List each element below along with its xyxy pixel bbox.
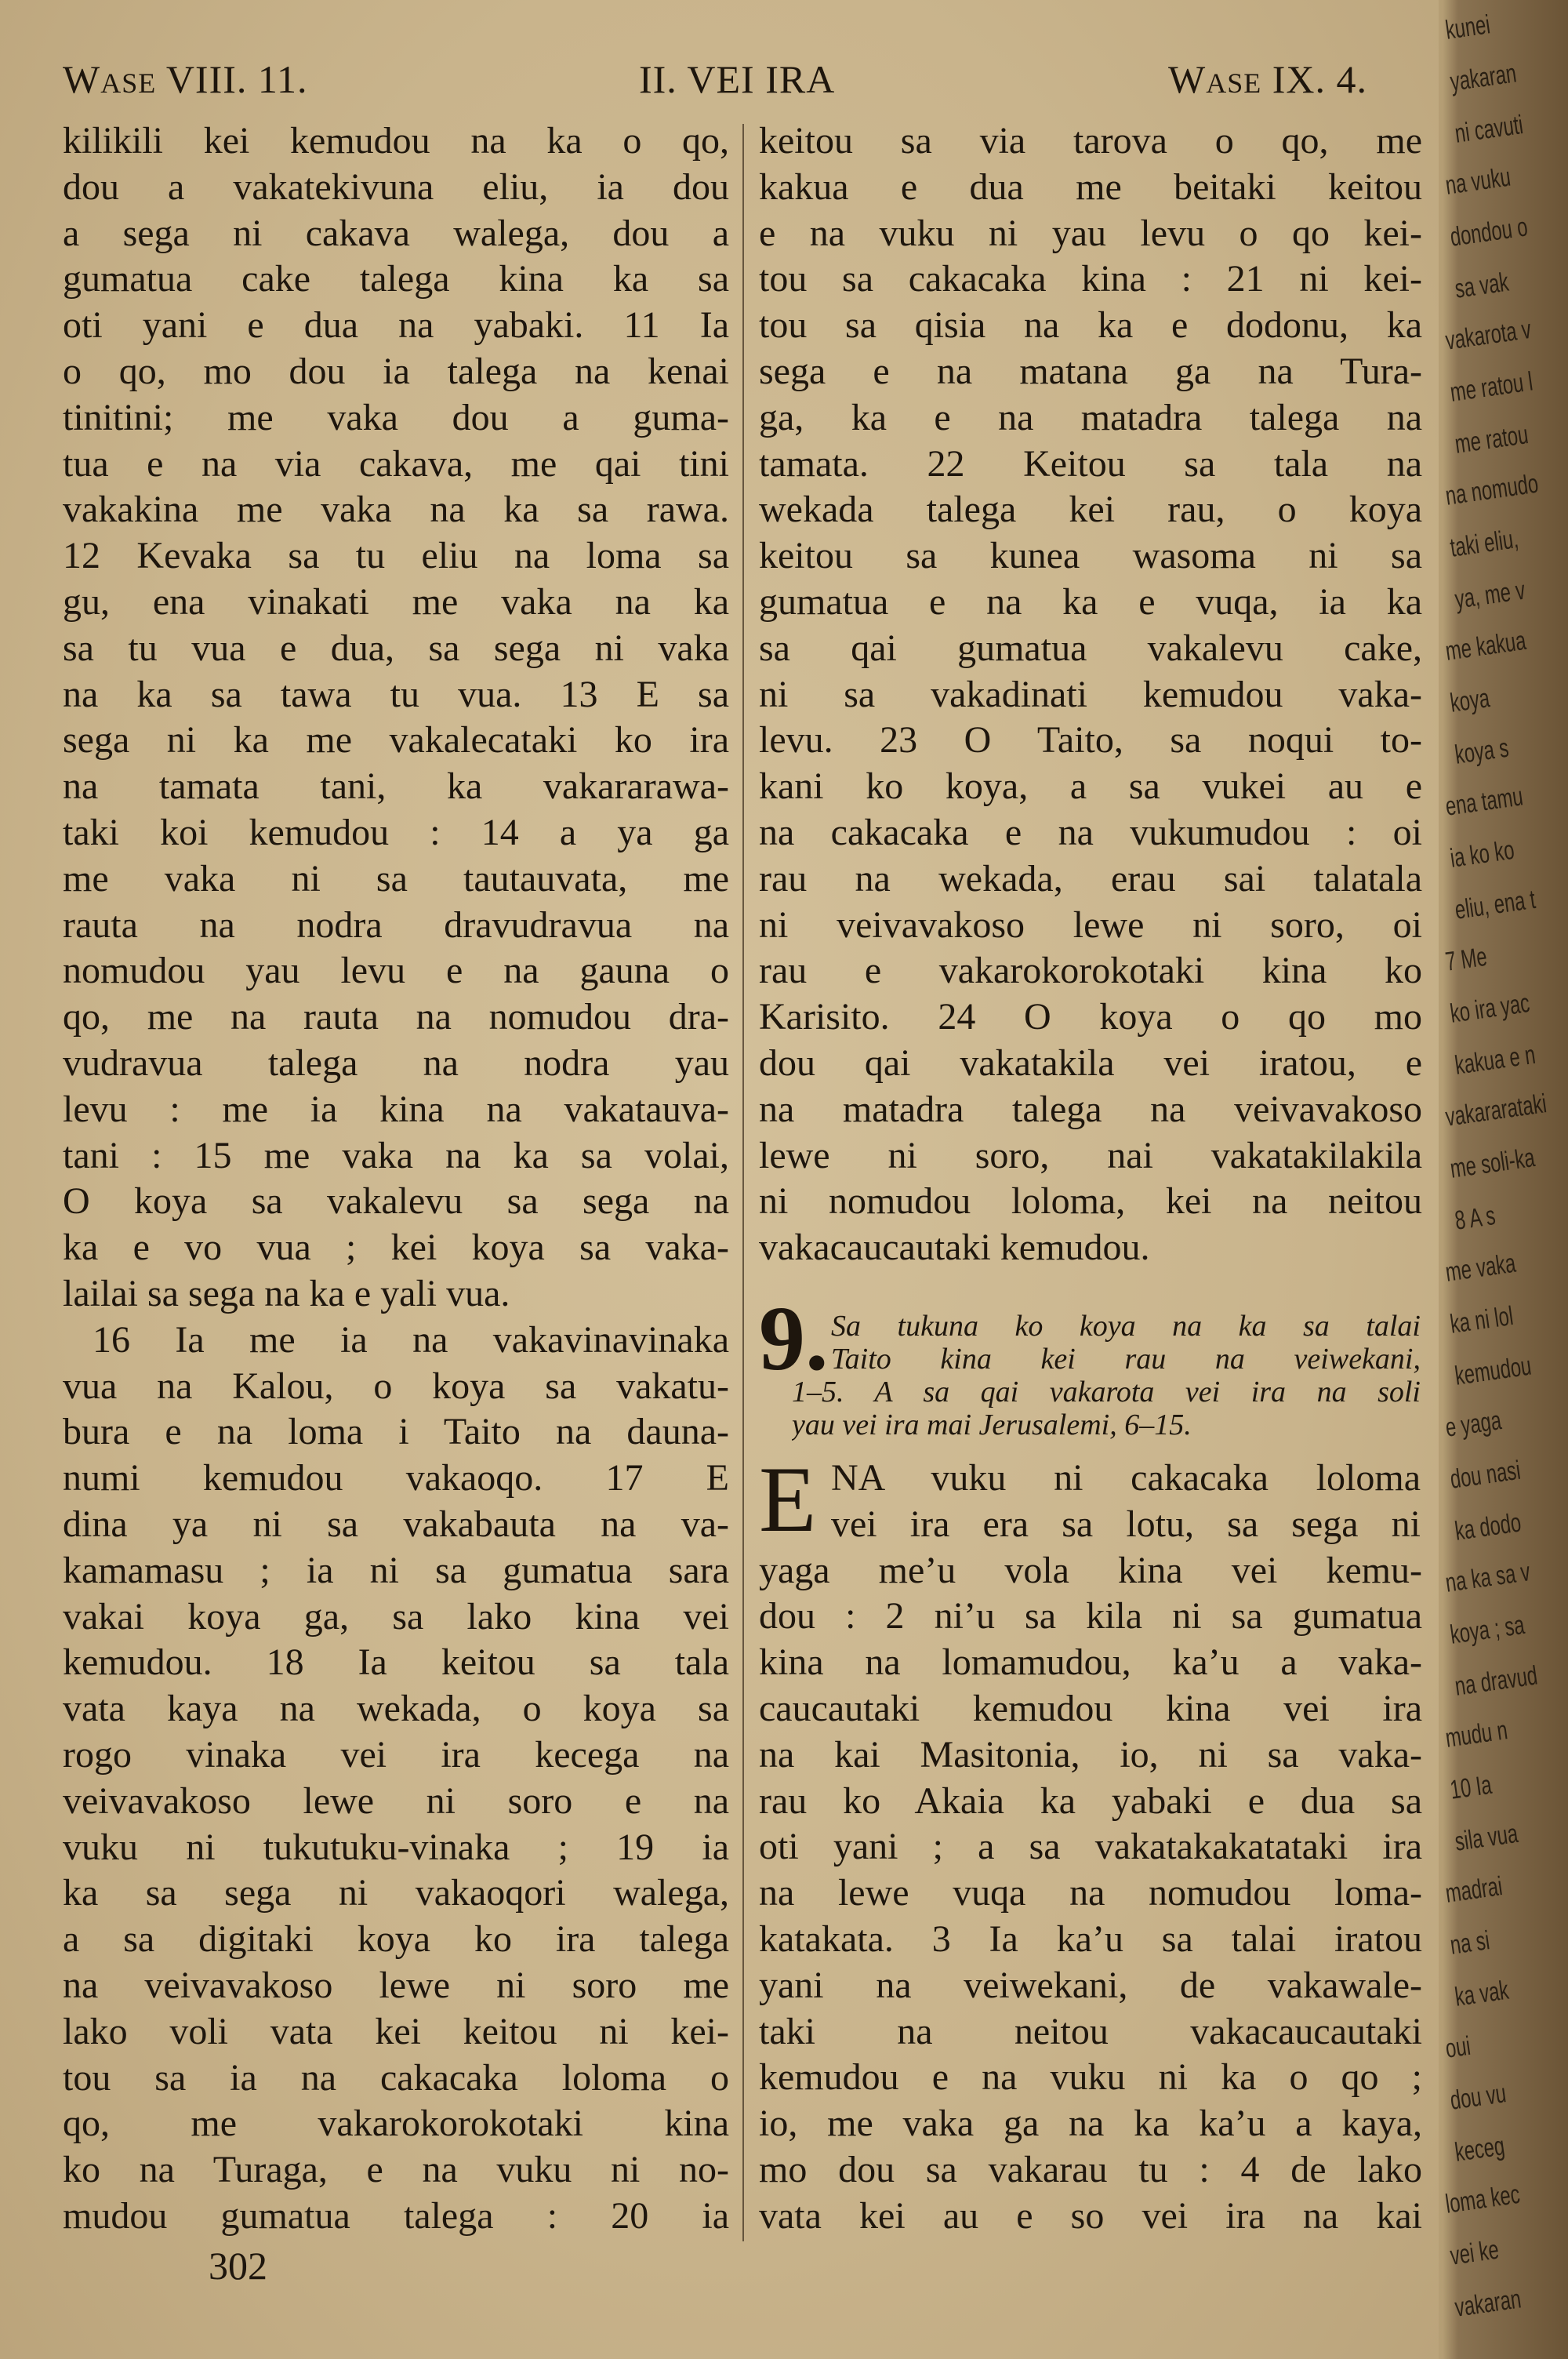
next-page-fragment: me soli-ka (1448, 1143, 1537, 1184)
next-page-fragment: e yaga (1443, 1405, 1504, 1443)
text-line: ka e vo vua ; kei koya sa vaka- (63, 1227, 729, 1269)
text-line: a sega ni cakava walega, dou a (63, 212, 729, 254)
text-line: keitou sa via tarova o qo, me (759, 120, 1422, 162)
text-line: lako voli vata kei keitou ni kei- (63, 2010, 729, 2052)
text-line: tani : 15 me vaka na ka sa volai, (63, 1134, 729, 1176)
text-line: dina ya ni sa vakabauta na va- (63, 1503, 729, 1545)
text-line: tou sa ia na cakacaka loloma o (63, 2056, 729, 2099)
text-line: caucautaki kemudou kina vei ira (759, 1688, 1422, 1729)
next-page-fragment: 7 Me (1443, 941, 1489, 977)
text-line: vakacaucautaki kemudou. (759, 1227, 1150, 1269)
drop-cap: E (759, 1447, 817, 1551)
text-line: NA vuku ni cakacaka loloma (831, 1457, 1421, 1499)
next-page-fragment: vakarota v (1443, 314, 1534, 356)
text-line: tamata. 22 Keitou sa tala na (759, 442, 1422, 485)
text-line: numi kemudou vakaoqo. 17 E (63, 1457, 729, 1499)
text-line: ni veivavakoso lewe ni soro, oi (759, 903, 1422, 946)
next-page-fragment: dondou o (1448, 212, 1530, 253)
text-line: bura e na loma i Taito na dauna- (63, 1411, 729, 1453)
text-line: sega ni ka me vakalecataki ko ira (63, 719, 729, 761)
next-page-fragment: me vaka (1443, 1248, 1518, 1288)
next-page-edge (1443, 0, 1568, 2359)
text-line: gu, ena vinakati me vaka na ka (63, 581, 729, 623)
text-line: oti yani e dua na yabaki. 11 Ia (63, 304, 729, 347)
text-line: vata kaya na wekada, o koya sa (63, 1688, 729, 1730)
text-line: O koya sa vakalevu sa sega na (63, 1180, 729, 1223)
text-line: levu : me ia kina na vakatauva- (63, 1088, 729, 1130)
text-line: yaga me’u vola kina vei kemu- (759, 1549, 1422, 1591)
text-line: na matadra talega na veivavakoso (759, 1088, 1422, 1130)
text-line: lailai sa sega na ka e yali vua. (63, 1273, 510, 1314)
next-page-fragment: 8 A s (1453, 1201, 1497, 1236)
text-line: gumatua cake talega kina ka sa (63, 258, 729, 300)
text-line: ga, ka e na matadra talega na (759, 396, 1422, 438)
next-page-fragment: sila vua (1453, 1818, 1520, 1857)
next-page-fragment: me ratou (1453, 420, 1530, 460)
next-page-fragment: na si (1448, 1925, 1492, 1961)
text-line: mudou gumatua talega : 20 ia (63, 2195, 729, 2237)
text-line: na lewe vuqa na nomudou loma- (759, 1872, 1422, 1914)
text-line: a sa digitaki koya ko ira talega (63, 1918, 729, 1961)
text-line: vakai koya ga, sa lako kina vei (63, 1595, 729, 1637)
running-head-left: WASE VIII. 11. (63, 57, 308, 101)
text-line: rau ko Akaia ka yabaki e dua sa (759, 1779, 1422, 1822)
text-line: ni sa vakadinati kemudou vaka- (759, 673, 1422, 715)
text-line: o qo, mo dou ia talega na kenai (63, 351, 729, 392)
text-line: vudravua talega na nodra yau (63, 1042, 729, 1084)
chapter-summary-line: Sa tukuna ko koya na ka sa talai (831, 1310, 1421, 1343)
next-page-fragment: kunei (1443, 9, 1492, 45)
chapter-number: 9. (759, 1287, 829, 1390)
text-line: e na vuku ni yau levu o qo kei- (759, 212, 1422, 254)
running-head-right: WASE IX. 4. (1168, 57, 1367, 101)
next-page-fragment: vei ke (1448, 2234, 1501, 2271)
next-page-fragment: kakua e n (1453, 1039, 1537, 1081)
chapter-summary-line: Taito kina kei rau na veiwekani, (831, 1343, 1421, 1376)
text-line: vua na Kalou, o koya sa vakatu- (63, 1365, 729, 1407)
text-line: me vaka ni sa tautauvata, me (63, 857, 729, 900)
next-page-fragment: mudu n (1443, 1715, 1510, 1754)
next-page-fragment: taki eliu, (1448, 524, 1521, 563)
text-line: levu. 23 O Taito, sa noqui to- (759, 719, 1422, 761)
next-page-fragment: ka dodo (1453, 1507, 1523, 1547)
text-line: vuku ni tukutuku-vinaka ; 19 ia (63, 1826, 729, 1868)
chapter-summary-line: 1–5. A sa qai vakarota vei ira na soli (792, 1376, 1421, 1408)
next-page-fragment: me ratou l (1448, 366, 1535, 408)
next-page-fragment: dou nasi (1448, 1455, 1523, 1495)
text-line: vei ira era sa lotu, sa sega ni (831, 1503, 1421, 1545)
text-line: na veivavakoso lewe ni soro me (63, 1965, 729, 2006)
text-line: yani na veiwekani, de vakawale- (759, 1964, 1422, 2006)
text-line: na cakacaka e na vukumudou : oi (759, 812, 1422, 853)
next-page-fragment: koya ; sa (1448, 1609, 1526, 1650)
text-line: mo dou sa vakarau tu : 4 de lako (759, 2149, 1422, 2190)
next-page-fragment: madrai (1443, 1871, 1504, 1909)
text-line: tou sa cakacaka kina : 21 ni kei- (759, 258, 1422, 300)
text-line: 12 Kevaka sa tu eliu na loma sa (63, 535, 729, 577)
text-line: keitou sa kunea wasoma ni sa (759, 535, 1422, 577)
text-line: taki na neitou vakacaucautaki (759, 2010, 1422, 2052)
text-line: dou : 2 ni’u sa kila ni sa gumatua (759, 1595, 1422, 1637)
text-line: katakata. 3 Ia ka’u sa talai iratou (759, 1918, 1422, 1960)
text-line: qo, me na rauta na nomudou dra- (63, 996, 729, 1038)
text-line: tua e na via cakava, me qai tini (63, 442, 729, 485)
text-line: na ka sa tawa tu vua. 13 E sa (63, 673, 729, 715)
next-page-fragment: koya (1448, 683, 1492, 718)
next-page-fragment: ya, me v (1453, 575, 1527, 615)
next-page-fragment: ni cavuti (1453, 110, 1526, 149)
text-line: dou qai vakatakila vei iratou, e (759, 1042, 1422, 1084)
text-line: ka sa sega ni vakaoqori walega, (63, 1872, 729, 1914)
text-line: io, me vaka ga na ka ka’u a kaya, (759, 2103, 1422, 2145)
text-line: tinitini; me vaka dou a guma- (63, 396, 729, 438)
next-page-fragment: na dravud (1453, 1660, 1540, 1702)
text-line: vakakina me vaka na ka sa rawa. (63, 489, 729, 531)
next-page-fragment: loma kec (1443, 2179, 1522, 2219)
next-page-fragment: koya s (1453, 732, 1511, 770)
text-line: kemudou. 18 Ia keitou sa tala (63, 1641, 729, 1684)
next-page-fragment: keceg (1453, 2131, 1507, 2168)
text-line: 16 Ia me ia na vakavinavinaka (93, 1318, 729, 1361)
next-page-fragment: sa vak (1453, 267, 1511, 304)
text-line: ko na Turaga, e na vuku ni no- (63, 2149, 729, 2191)
text-line: rogo vinaka vei ira kecega na (63, 1734, 729, 1776)
text-line: Karisito. 24 O koya o qo mo (759, 996, 1422, 1038)
text-line: kamamasu ; ia ni sa gumatua sara (63, 1549, 729, 1591)
next-page-fragment: vakararataki (1443, 1089, 1548, 1132)
text-line: kemudou e na vuku ni ka o qo ; (759, 2056, 1422, 2099)
running-head-title: II. VEI IRA (639, 57, 836, 101)
column-divider (742, 124, 744, 2241)
text-line: kilikili kei kemudou na ka o qo, (63, 120, 729, 162)
next-page-fragment: ka ni lol (1448, 1300, 1515, 1339)
text-line: ni nomudou loloma, kei na neitou (759, 1180, 1422, 1223)
next-page-fragment: 10 Ia (1448, 1769, 1494, 1805)
next-page-fragment: na nomudo (1443, 468, 1541, 511)
next-page-fragment: vakaran (1453, 2284, 1523, 2323)
text-line: na tamata tani, ka vakararawa- (63, 765, 729, 808)
text-line: kani ko koya, a sa vukei au e (759, 765, 1422, 808)
next-page-fragment: kemudou (1453, 1350, 1534, 1391)
text-line: na kai Masitonia, io, ni sa vaka- (759, 1733, 1422, 1776)
text-line: rauta na nodra dravudravua na (63, 903, 729, 946)
text-line: rau e vakarokorokotaki kina ko (759, 950, 1422, 992)
chapter-summary-line: yau vei ira mai Jerusalemi, 6–15. (792, 1408, 1192, 1441)
next-page-fragment: ko ira yac (1448, 988, 1532, 1029)
text-line: gumatua e na ka e vuqa, ia ka (759, 581, 1422, 623)
text-line: sa tu vua e dua, sa sega ni vaka (63, 627, 729, 669)
text-line: qo, me vakarokorokotaki kina (63, 2103, 729, 2145)
text-line: sa qai gumatua vakalevu cake, (759, 627, 1422, 669)
page-number: 302 (209, 2244, 267, 2288)
text-line: tou sa qisia na ka e dodonu, ka (759, 304, 1422, 347)
text-line: kakua e dua me beitaki keitou (759, 165, 1422, 208)
text-line: kina na lomamudou, ka’u a vaka- (759, 1641, 1422, 1684)
next-page-fragment: yakaran (1448, 58, 1519, 97)
next-page-fragment: me kakua (1443, 625, 1528, 667)
next-page-fragment: ena tamu (1443, 781, 1525, 822)
text-line: oti yani ; a sa vakatakakatataki ira (759, 1826, 1422, 1868)
text-line: nomudou yau levu e na gauna o (63, 950, 729, 992)
text-line: taki koi kemudou : 14 a ya ga (63, 812, 729, 853)
text-line: veivavakoso lewe ni soro e na (63, 1779, 729, 1822)
text-line: sega e na matana ga na Tura- (759, 351, 1422, 392)
next-page-fragment: ka vak (1453, 1975, 1511, 2012)
next-page-fragment: oui (1443, 2030, 1473, 2064)
next-page-fragment: na vuku (1443, 162, 1513, 201)
text-line: dou a vakatekivuna eliu, ia dou (63, 165, 729, 208)
next-page-fragment: ia ko ko (1448, 834, 1516, 874)
text-line: lewe ni soro, nai vakatakilakila (759, 1134, 1422, 1176)
next-page-fragment: na ka sa v (1443, 1557, 1533, 1598)
text-line: rau na wekada, erau sai talatala (759, 857, 1422, 900)
text-line: wekada talega kei rau, o koya (759, 489, 1422, 531)
next-page-fragment: dou vu (1448, 2078, 1508, 2116)
next-page-fragment: eliu, ena t (1453, 884, 1537, 925)
text-line: vata kei au e so vei ira na kai (759, 2194, 1422, 2237)
